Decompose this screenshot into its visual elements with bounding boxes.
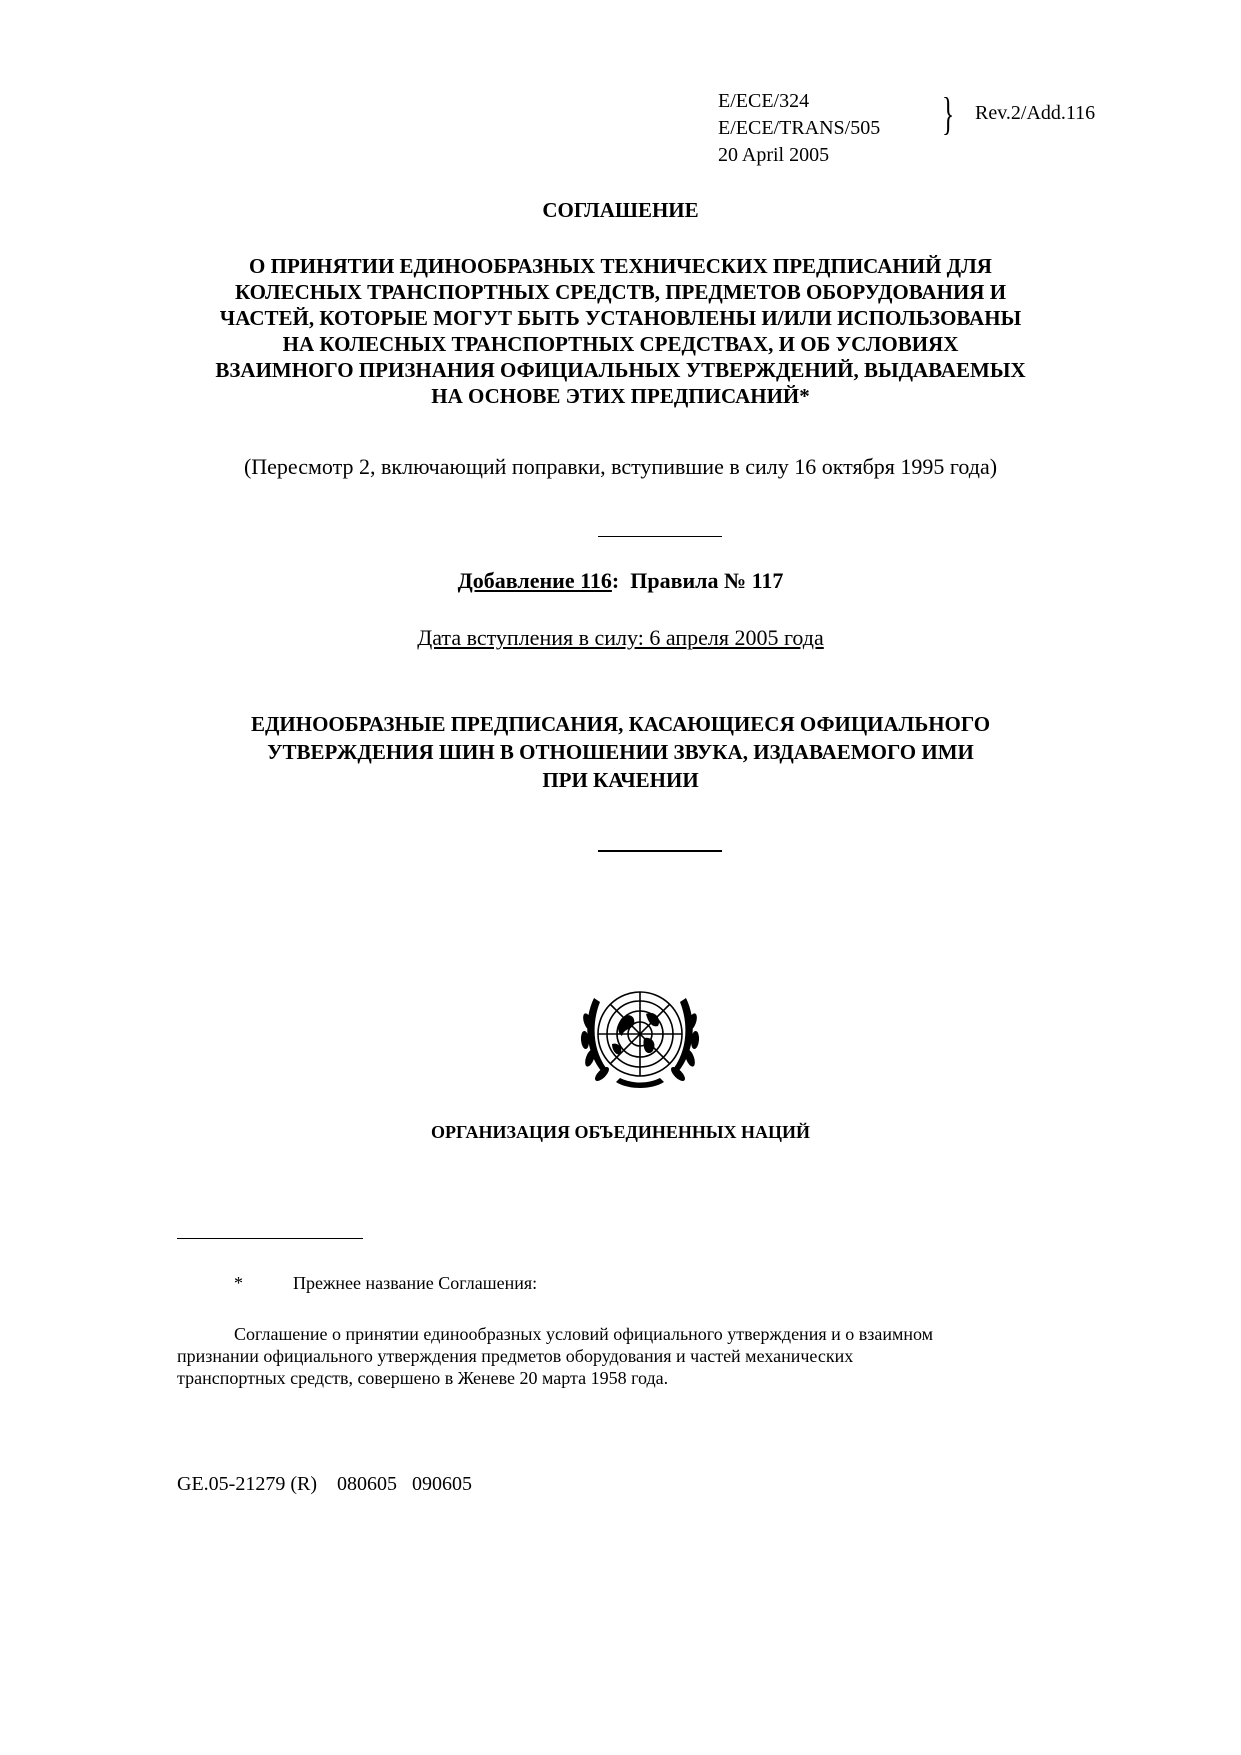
regulation-number: Правила № 117 <box>630 568 784 593</box>
entry-into-force <box>0 625 1241 651</box>
addendum-line <box>0 568 1241 594</box>
separator-rule <box>598 536 722 537</box>
agreement-subtitle <box>0 253 1241 409</box>
subtitle-line: НА ОСНОВЕ ЭТИХ ПРЕДПИСАНИЙ* <box>431 384 810 408</box>
un-emblem-icon <box>572 978 708 1100</box>
document-symbols <box>718 88 880 169</box>
regulation-title-line: ЕДИНООБРАЗНЫЕ ПРЕДПИСАНИЯ, КАСАЮЩИЕСЯ ОФИЦИАЛЬНОГО <box>250 712 991 736</box>
regulation-title <box>0 710 1241 794</box>
footnote-line: признании официального утверждения предметов оборудования и частей механических <box>177 1346 854 1366</box>
subtitle-line: НА КОЛЕСНЫХ ТРАНСПОРТНЫХ СРЕДСТВАХ, И ОБ УСЛОВИЯХ <box>282 332 959 356</box>
document-symbol-2: E/ECE/TRANS/505 <box>718 117 881 139</box>
subtitle-line: ВЗАИМНОГО ПРИЗНАНИЯ ОФИЦИАЛЬНЫХ УТВЕРЖДЕНИЙ, ВЫДАВАЕМЫХ <box>215 358 1026 382</box>
job-number: GE.05-21279 (R) 080605 090605 <box>177 1473 472 1495</box>
separator-rule <box>598 850 722 852</box>
footnote-line: Соглашение о принятии единообразных условий официального утверждения и о взаимном <box>234 1324 934 1344</box>
footnote-line: транспортных средств, совершено в Женеве 20 марта 1958 года. <box>177 1368 669 1388</box>
agreement-title: СОГЛАШЕНИЕ <box>542 198 699 222</box>
brace-icon: } <box>942 88 955 139</box>
addendum-label: Добавление 116 <box>457 568 612 593</box>
regulation-title-line: УТВЕРЖДЕНИЯ ШИН В ОТНОШЕНИИ ЗВУКА, ИЗДАВАЕМОГО ИМИ <box>267 740 974 764</box>
subtitle-line: КОЛЕСНЫХ ТРАНСПОРТНЫХ СРЕДСТВ, ПРЕДМЕТОВ ОБОРУДОВАНИЯ И <box>234 280 1007 304</box>
revision-note: (Пересмотр 2, включающий поправки, вступившие в силу 16 октября 1995 года) <box>243 454 998 479</box>
addendum-separator: : <box>611 568 620 593</box>
subtitle-line: ЧАСТЕЙ, КОТОРЫЕ МОГУТ БЫТЬ УСТАНОВЛЕНЫ И/ИЛИ ИСПОЛЬЗОВАНЫ <box>219 306 1022 330</box>
revision-label: Rev.2/Add.116 <box>975 102 1096 124</box>
document-symbol-1: E/ECE/324 <box>718 90 810 112</box>
footnote-intro: Прежнее название Соглашения: <box>293 1273 538 1293</box>
entry-into-force-date: Дата вступления в силу: 6 апреля 2005 года <box>417 625 824 650</box>
subtitle-line: О ПРИНЯТИИ ЕДИНООБРАЗНЫХ ТЕХНИЧЕСКИХ ПРЕДПИСАНИЙ ДЛЯ <box>249 254 992 278</box>
footnote-text <box>177 1323 1137 1389</box>
regulation-title-line: ПРИ КАЧЕНИИ <box>542 768 699 792</box>
organization-name: ОРГАНИЗАЦИЯ ОБЪЕДИНЕННЫХ НАЦИЙ <box>430 1122 811 1142</box>
footnote-rule <box>177 1238 363 1239</box>
footnote-marker: * <box>234 1273 243 1293</box>
document-date: 20 April 2005 <box>718 144 830 166</box>
